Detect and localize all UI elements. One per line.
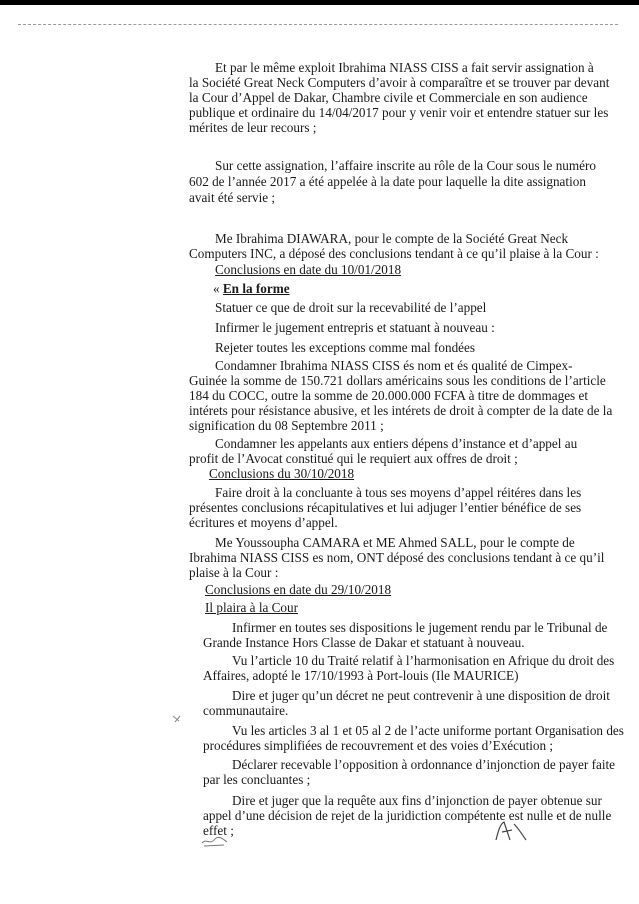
heading-en-la-forme-label: En la forme [222,281,290,296]
list-line-infirmer: Infirmer le jugement entrepris et statuant à nouveau : [215,320,495,335]
para4-line2: Guinée la somme de 150.721 dollars américains sous les conditions de l’article [189,373,606,388]
para4-line1: Condamner Ibrahima NIASS CISS és nom et és qualité de Cimpex- [215,358,573,373]
heading-conclusions-10-01-2018: Conclusions en date du 10/01/2018 [215,262,402,277]
para8-line1: Infirmer en toutes ses dispositions le jugement rendu par le Tribunal de [232,620,608,635]
para1-line3: la Cour d’Appel de Dakar, Chambre civile et Commerciale en son audience [189,90,588,105]
para3-line2: Computers INC, a déposé des conclusions tendant à ce qu’il plaise à la Cour : [189,246,599,261]
para7-line2: Ibrahima NIASS CISS es nom, ONT déposé des conclusions tendant à ce qu’il [189,550,605,565]
para3-line1: Me Ibrahima DIAWARA, pour le compte de la Société Great Neck [215,231,569,246]
para4-line5: signification du 08 Septembre 2011 ; [189,418,384,433]
para1-line5: mérites de leur recours ; [189,120,317,135]
opening-quote: « [213,281,223,296]
para11-line1: Vu les articles 3 al 1 et 05 al 2 de l’acte uniforme portant Organisation des [232,723,624,738]
para2-line3: avait été servie ; [189,190,276,205]
initials-scribble-left [200,834,230,848]
para2-line1: Sur cette assignation, l’affaire inscrite au rôle de la Cour sous le numéro [215,158,596,173]
speck-mark [500,452,514,466]
para7-line3: plaise à la Cour : [189,565,279,580]
para7-line1: Me Youssoupha CAMARA et ME Ahmed SALL, pour le compte de [215,535,575,550]
para6-line3: écritures et moyens d’appel. [189,515,338,530]
list-line-recevabilite: Statuer ce que de droit sur la recevabilité de l’appel [215,300,487,315]
initials-scribble-right [490,818,530,844]
para13-line1: Dire et juger que la requête aux fins d’injonction de payer obtenue sur [232,793,602,808]
list-line-rejeter: Rejeter toutes les exceptions comme mal fondées [215,340,476,355]
para12-line2: par les concluantes ; [203,772,311,787]
para13-line3: effet ; [203,823,234,838]
para10-line2: communautaire. [203,703,289,718]
heading-en-la-forme [213,281,290,296]
heading-conclusions-29-10-2018: Conclusions en date du 29/10/2018 [205,582,392,597]
heading-conclusions-30-10-2018: Conclusions du 30/10/2018 [209,466,355,481]
para9-line1: Vu l’article 10 du Traité relatif à l’harmonisation en Afrique du droit des [232,653,615,668]
para5-line2: profit de l’Avocat constitué qui le requiert aux offres de droit ; [189,451,518,466]
para1-line2: la Société Great Neck Computers d’avoir à comparaître et se trouver par devant [189,75,610,90]
para4-line4: intérets pour résistance abusive, et les intérets de droit à compter de la date de la [189,403,613,418]
para8-line2: Grande Instance Hors Classe de Dakar et statuant à nouveau. [203,635,525,650]
para6-line1: Faire droit à la concluante à tous ses moyens d’appel réitéres dans les [215,485,582,500]
para5-line1: Condamner les appelants aux entiers dépens d’instance et d’appel au [215,436,578,451]
para4-line3: 184 du COCC, outre la somme de 20.000.000 FCFA à titre de dommages et [189,388,589,403]
para2-line2: 602 de l’année 2017 a été appelée à la date pour laquelle la dite assignation [189,174,586,189]
para1-line1: Et par le même exploit Ibrahima NIASS CISS a fait servir assignation à [215,60,594,75]
heading-il-plaira: Il plaira à la Cour [205,600,299,615]
para9-line2: Affaires, adopté le 17/10/1993 à Port-louis (Ile MAURICE) [203,668,519,683]
para10-line1: Dire et juger qu’un décret ne peut contrevenir à une disposition de droit [232,688,610,703]
para6-line2: présentes conclusions récapitulatives et lui adjuger l’entier bénéfice de ses [189,500,582,515]
para1-line4: publique et ordinaire du 14/04/2017 pour y venir voir et entendre statuer sur les [189,105,609,120]
para12-line1: Déclarer recevable l’opposition à ordonnance d’injonction de payer faite [232,757,615,772]
para11-line2: procédures simplifiées de recouvrement et des voies d’Exécution ; [203,738,554,753]
para13-line2: appel d’une décision de rejet de la juridiction compétente est nulle et de nulle [203,808,612,823]
margin-mark-scribble [170,712,184,726]
